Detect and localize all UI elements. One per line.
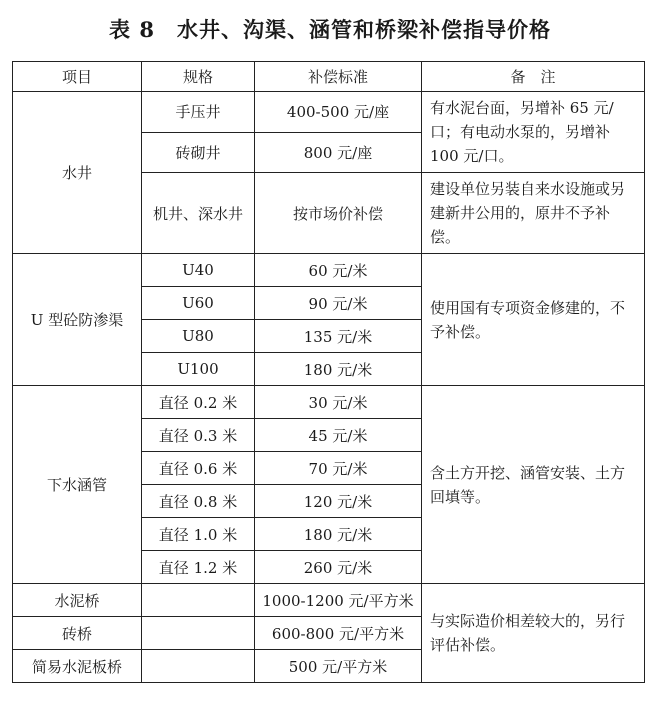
- price-cell: 180 元/米: [255, 518, 422, 551]
- spec-cell: [142, 650, 255, 683]
- price-cell: 135 元/米: [255, 320, 422, 353]
- header-spec: 规格: [142, 62, 255, 92]
- note-cell: 含土方开挖、涵管安装、土方回填等。: [422, 386, 645, 584]
- compensation-table: [12, 61, 645, 683]
- note-cell: 有水泥台面，另增补 65 元/口；有电动水泵的，另增补 100 元/口。: [422, 92, 645, 173]
- price-cell: 260 元/米: [255, 551, 422, 584]
- item-cell-channel: U 型砼防渗渠: [13, 254, 142, 386]
- note-cell: 建设单位另装自来水设施或另建新井公用的，原井不予补偿。: [422, 173, 645, 254]
- header-row: [13, 62, 645, 92]
- price-cell: 500 元/平方米: [255, 650, 422, 683]
- price-cell: 45 元/米: [255, 419, 422, 452]
- item-cell-bridge: 简易水泥板桥: [13, 650, 142, 683]
- spec-cell: 直径 0.3 米: [142, 419, 255, 452]
- item-cell-bridge: 砖桥: [13, 617, 142, 650]
- spec-cell: 直径 1.2 米: [142, 551, 255, 584]
- spec-cell: U100: [142, 353, 255, 386]
- price-cell: 60 元/米: [255, 254, 422, 287]
- spec-cell: 直径 1.0 米: [142, 518, 255, 551]
- price-cell: 180 元/米: [255, 353, 422, 386]
- item-cell-bridge: 水泥桥: [13, 584, 142, 617]
- table-row: [13, 386, 645, 419]
- spec-cell: [142, 617, 255, 650]
- spec-cell: 直径 0.8 米: [142, 485, 255, 518]
- spec-cell: [142, 584, 255, 617]
- spec-cell: U60: [142, 287, 255, 320]
- item-cell-culvert: 下水涵管: [13, 386, 142, 584]
- item-cell-well: 水井: [13, 92, 142, 254]
- spec-cell: 直径 0.2 米: [142, 386, 255, 419]
- price-cell: 90 元/米: [255, 287, 422, 320]
- spec-cell: 砖砌井: [142, 132, 255, 173]
- header-note: 备 注: [422, 62, 645, 92]
- spec-cell: 手压井: [142, 92, 255, 133]
- spec-cell: 机井、深水井: [142, 173, 255, 254]
- price-cell: 120 元/米: [255, 485, 422, 518]
- table-row: [13, 584, 645, 617]
- price-cell: 1000-1200 元/平方米: [255, 584, 422, 617]
- price-cell: 30 元/米: [255, 386, 422, 419]
- price-cell: 800 元/座: [255, 132, 422, 173]
- table-title: 表 8 水井、沟渠、涵管和桥梁补偿指导价格: [109, 17, 551, 42]
- table-row: [13, 254, 645, 287]
- spec-cell: 直径 0.6 米: [142, 452, 255, 485]
- price-cell: 70 元/米: [255, 452, 422, 485]
- spec-cell: U80: [142, 320, 255, 353]
- price-cell: 400-500 元/座: [255, 92, 422, 133]
- price-cell: 按市场价补偿: [255, 173, 422, 254]
- spec-cell: U40: [142, 254, 255, 287]
- price-cell: 600-800 元/平方米: [255, 617, 422, 650]
- header-standard: 补偿标准: [255, 62, 422, 92]
- note-cell: 使用国有专项资金修建的，不予补偿。: [422, 254, 645, 386]
- note-cell: 与实际造价相差较大的，另行评估补偿。: [422, 584, 645, 683]
- header-item: 项目: [13, 62, 142, 92]
- table-row: [13, 92, 645, 133]
